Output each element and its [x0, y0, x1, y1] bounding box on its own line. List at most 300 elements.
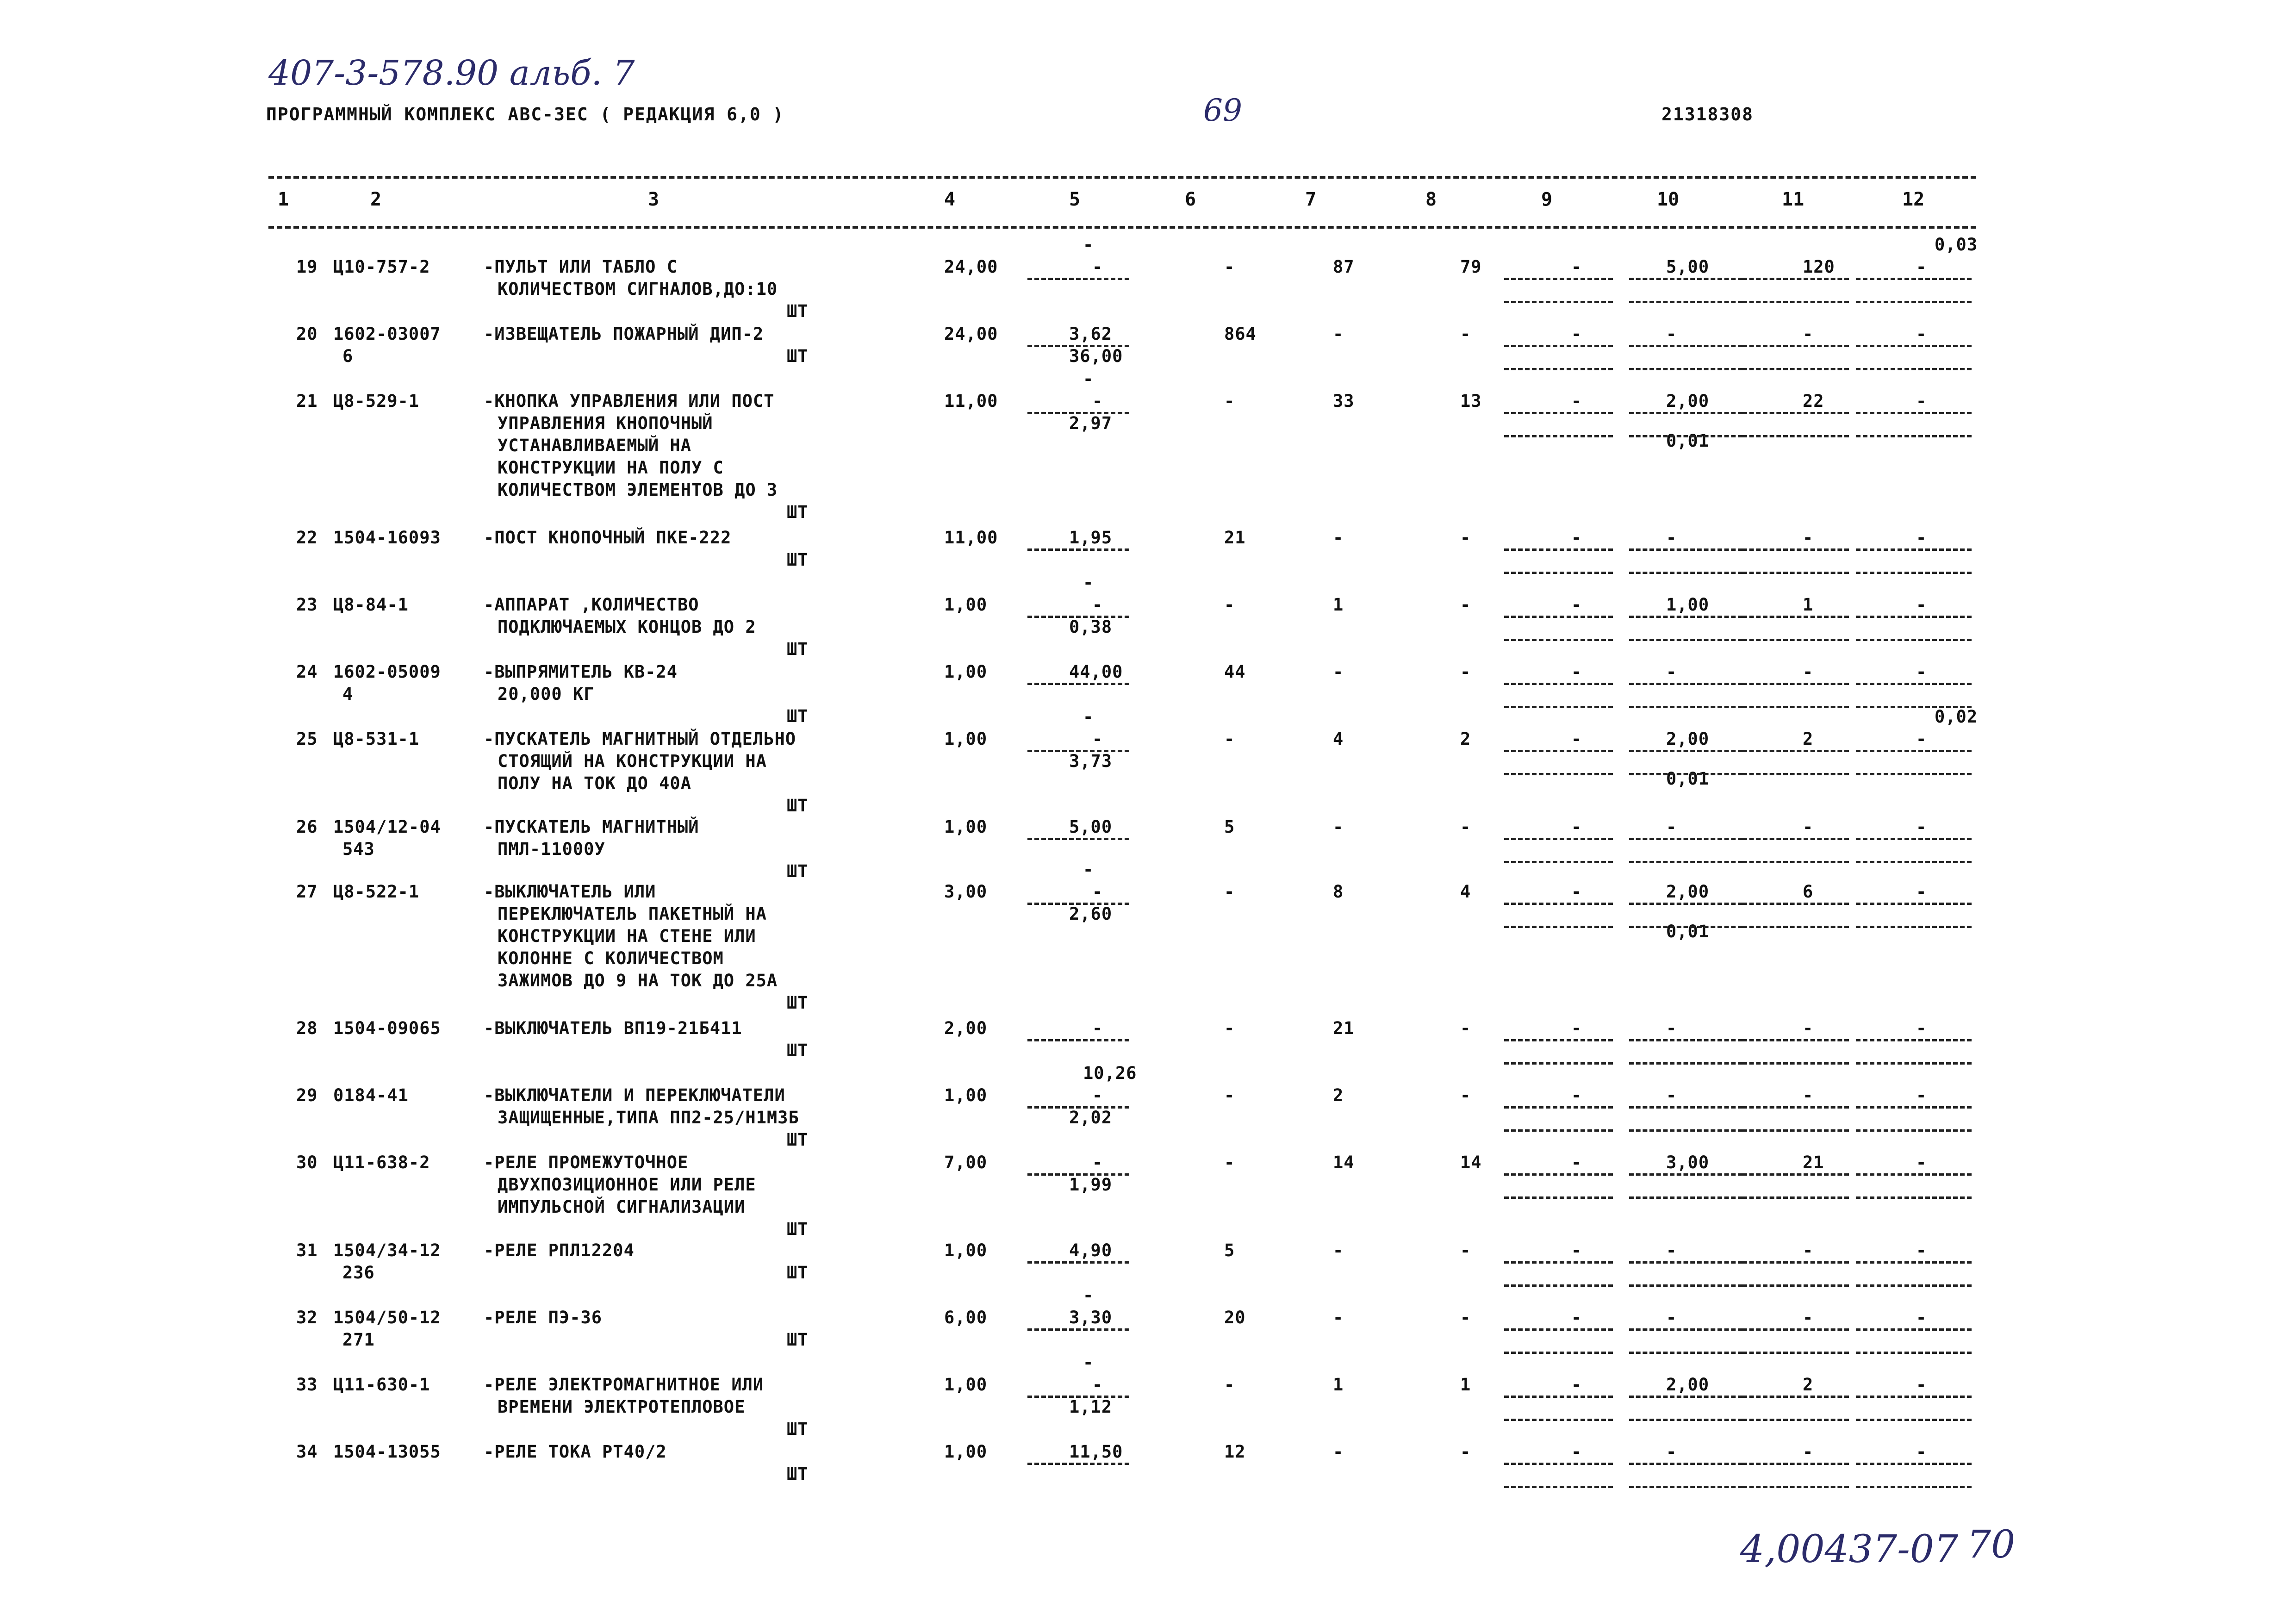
cell-divider — [1504, 345, 1613, 347]
cell-divider — [1504, 926, 1613, 928]
total-cost-cell: 5 — [1224, 817, 1235, 837]
row-number: 34 — [296, 1442, 318, 1462]
column-header: 5 — [1069, 189, 1081, 210]
cell-divider — [1742, 1486, 1849, 1488]
col12-top-cell: 0,03 — [1935, 235, 1978, 255]
work-description: -РЕЛЕ ПЭ-36 — [484, 1308, 603, 1327]
col10-cell: - — [1666, 1085, 1677, 1105]
unit-label: ШТ — [787, 1041, 809, 1060]
work-description: ПОЛУ НА ТОК ДО 40А — [498, 773, 691, 793]
work-description: КОНСТРУКЦИИ НА СТЕНЕ ИЛИ — [498, 926, 756, 946]
unit-cost-secondary-cell: 3,73 — [1069, 751, 1113, 771]
labour-cell: - — [1333, 1308, 1344, 1327]
cell-divider — [1856, 1486, 1972, 1488]
machine-cell: 13 — [1460, 391, 1482, 411]
work-description: ДВУХПОЗИЦИОННОЕ ИЛИ РЕЛЕ — [498, 1175, 756, 1195]
cell-divider — [1504, 683, 1613, 685]
cell-divider — [1629, 301, 1742, 303]
cell-divider — [1504, 903, 1613, 905]
labour-cell: - — [1333, 1442, 1344, 1462]
cell-divider — [1629, 1463, 1742, 1465]
cell-divider — [1504, 278, 1613, 280]
labour-cell: 2 — [1333, 1085, 1344, 1105]
cell-divider — [1742, 838, 1849, 840]
work-description: ПОДКЛЮЧАЕМЫХ КОНЦОВ ДО 2 — [498, 617, 756, 637]
col12-cell: - — [1916, 324, 1927, 344]
col10-cell: 2,00 — [1666, 882, 1710, 902]
col11-cell: 6 — [1803, 882, 1814, 902]
total-cost-cell: - — [1224, 1018, 1235, 1038]
unit-cost-secondary-cell: 1,99 — [1069, 1175, 1113, 1195]
col9-cell: - — [1571, 1085, 1582, 1105]
cell-divider — [1856, 861, 1972, 863]
unit-cost-cell: 3,62 — [1069, 324, 1113, 344]
col10-cell: - — [1666, 1308, 1677, 1327]
col11-cell: - — [1803, 662, 1814, 682]
work-description: СТОЯЩИЙ НА КОНСТРУКЦИИ НА — [498, 751, 767, 771]
quantity-cell: 1,00 — [944, 729, 988, 749]
cell-divider — [1742, 345, 1849, 347]
unit-label: ШТ — [787, 1330, 809, 1350]
cell-divider — [1629, 278, 1742, 280]
rate-code: Ц8-84-1 — [333, 595, 409, 615]
cell-divider — [1504, 1396, 1613, 1398]
cell-divider — [1504, 1129, 1613, 1132]
labour-cell: 1 — [1333, 1375, 1344, 1395]
rate-code: Ц8-522-1 — [333, 882, 420, 902]
col11-cell: - — [1803, 1085, 1814, 1105]
col12-cell: - — [1916, 817, 1927, 837]
unit-cost-cell: - — [1092, 1018, 1103, 1038]
column-header: 12 — [1902, 189, 1925, 210]
cell-divider — [1742, 903, 1849, 905]
rate-code: Ц11-638-2 — [333, 1153, 430, 1172]
col12-cell: - — [1916, 528, 1927, 548]
col9-cell: - — [1571, 595, 1582, 615]
col11-cell: - — [1803, 528, 1814, 548]
cell-divider — [1504, 1284, 1613, 1287]
cell-divider — [1629, 1486, 1742, 1488]
cell-divider — [1856, 838, 1972, 840]
labour-cell: - — [1333, 324, 1344, 344]
page-number: 69 — [1203, 93, 1242, 128]
work-description: КОНСТРУКЦИИ НА ПОЛУ С — [498, 458, 724, 478]
rate-code-suffix: 271 — [342, 1330, 375, 1350]
col11-cell: - — [1803, 817, 1814, 837]
rate-code: 1504-09065 — [333, 1018, 441, 1038]
col10-cell: 2,00 — [1666, 391, 1710, 411]
column-header: 8 — [1425, 189, 1437, 210]
cell-divider — [1742, 301, 1849, 303]
column-header: 11 — [1782, 189, 1804, 210]
cell-divider — [1742, 773, 1849, 775]
col11-cell: - — [1803, 1018, 1814, 1038]
unit-cost-secondary-cell: 2,97 — [1069, 413, 1113, 433]
cell-divider — [1027, 1261, 1129, 1264]
machine-cell: - — [1460, 324, 1471, 344]
cell-divider — [1027, 548, 1129, 551]
col11-cell: 21 — [1803, 1153, 1824, 1172]
cell-divider — [1856, 1039, 1972, 1041]
col9-cell: - — [1571, 1308, 1582, 1327]
col9-cell: - — [1571, 662, 1582, 682]
cell-divider — [1856, 1173, 1972, 1176]
quantity-cell: 24,00 — [944, 257, 998, 277]
cell-divider — [1629, 1106, 1742, 1109]
cell-divider — [1504, 639, 1613, 641]
cost-top-cell: - — [1083, 369, 1094, 389]
work-description: ВРЕМЕНИ ЭЛЕКТРОТЕПЛОВОЕ — [498, 1397, 746, 1417]
unit-cost-cell: - — [1092, 257, 1103, 277]
unit-cost-cell: - — [1092, 391, 1103, 411]
cell-divider — [1629, 1419, 1742, 1421]
cell-divider — [1856, 1419, 1972, 1421]
rate-code-suffix: 543 — [342, 839, 375, 859]
cell-divider — [1742, 412, 1849, 414]
work-description: -ПОСТ КНОПОЧНЫЙ ПКЕ-222 — [484, 528, 732, 548]
row-number: 27 — [296, 882, 318, 902]
quantity-cell: 1,00 — [944, 595, 988, 615]
col10-cell: - — [1666, 324, 1677, 344]
cost-top-cell: - — [1083, 707, 1094, 727]
unit-label: ШТ — [787, 796, 809, 816]
unit-label: ШТ — [787, 550, 809, 570]
work-description: -ИЗВЕЩАТЕЛЬ ПОЖАРНЫЙ ДИП-2 — [484, 324, 764, 344]
rate-code: 1504/34-12 — [333, 1240, 441, 1260]
cell-divider — [1856, 1463, 1972, 1465]
cell-divider — [1504, 1062, 1613, 1065]
col9-cell: - — [1571, 1442, 1582, 1462]
machine-cell: - — [1460, 662, 1471, 682]
unit-cost-cell: - — [1092, 1375, 1103, 1395]
cell-divider — [1742, 750, 1849, 752]
work-description: КОЛИЧЕСТВОМ ЭЛЕМЕНТОВ ДО 3 — [498, 480, 778, 500]
cell-divider — [1742, 639, 1849, 641]
col10-cell: - — [1666, 662, 1677, 682]
col9-cell: - — [1571, 324, 1582, 344]
quantity-cell: 2,00 — [944, 1018, 988, 1038]
quantity-cell: 1,00 — [944, 1442, 988, 1462]
machine-cell: - — [1460, 528, 1471, 548]
cell-divider — [1504, 1463, 1613, 1465]
total-cost-cell: 44 — [1224, 662, 1246, 682]
quantity-cell: 3,00 — [944, 882, 988, 902]
cell-divider — [1504, 1486, 1613, 1488]
unit-cost-secondary-cell: 2,60 — [1069, 904, 1113, 924]
labour-cell: - — [1333, 528, 1344, 548]
table-top-rule — [268, 176, 1976, 179]
cell-divider — [1629, 616, 1742, 618]
cell-divider — [1856, 435, 1972, 437]
cell-divider — [1027, 683, 1129, 685]
cell-divider — [1742, 1062, 1849, 1065]
work-description: ЗАЖИМОВ ДО 9 НА ТОК ДО 25А — [498, 971, 778, 991]
row-number: 23 — [296, 595, 318, 615]
col12-cell: - — [1916, 1240, 1927, 1260]
column-header: 1 — [278, 189, 289, 210]
rate-code: 1504/12-04 — [333, 817, 441, 837]
row-number: 32 — [296, 1308, 318, 1327]
col9-cell: - — [1571, 1018, 1582, 1038]
total-cost-cell: - — [1224, 595, 1235, 615]
cell-divider — [1856, 616, 1972, 618]
col10-cell: 2,00 — [1666, 729, 1710, 749]
unit-label: ШТ — [787, 1219, 809, 1239]
col9-cell: - — [1571, 391, 1582, 411]
cell-divider — [1504, 1419, 1613, 1421]
rate-code: Ц8-529-1 — [333, 391, 420, 411]
col10-secondary-cell: 0,01 — [1666, 769, 1710, 789]
cell-divider — [1629, 572, 1742, 574]
cell-divider — [1742, 1173, 1849, 1176]
quantity-cell: 1,00 — [944, 662, 988, 682]
cell-divider — [1742, 1284, 1849, 1287]
col11-cell: - — [1803, 324, 1814, 344]
unit-cost-cell: - — [1092, 882, 1103, 902]
row-number: 20 — [296, 324, 318, 344]
handwritten-page-number: 70 — [1967, 1523, 2016, 1567]
rate-code-suffix: 236 — [342, 1263, 375, 1283]
cell-divider — [1504, 1352, 1613, 1354]
cell-divider — [1742, 1396, 1849, 1398]
work-description: -ПУСКАТЕЛЬ МАГНИТНЫЙ — [484, 817, 699, 837]
col9-cell: - — [1571, 882, 1582, 902]
unit-label: ШТ — [787, 639, 809, 659]
column-header: 10 — [1657, 189, 1680, 210]
work-description: УСТАНАВЛИВАЕМЫЙ НА — [498, 436, 691, 455]
column-header: 7 — [1305, 189, 1317, 210]
unit-label: ШТ — [787, 301, 809, 321]
total-cost-cell: 12 — [1224, 1442, 1246, 1462]
cell-divider — [1742, 278, 1849, 280]
cell-divider — [1742, 572, 1849, 574]
work-description: -РЕЛЕ РПЛ12204 — [484, 1240, 635, 1260]
col11-cell: 2 — [1803, 1375, 1814, 1395]
cell-divider — [1504, 1106, 1613, 1109]
rate-code-suffix: 6 — [342, 346, 354, 366]
cell-divider — [1504, 706, 1613, 708]
work-description: ЗАЩИЩЕННЫЕ,ТИПА ПП2-25/Н1М3Б — [498, 1108, 799, 1128]
row-number: 28 — [296, 1018, 318, 1038]
col12-cell: - — [1916, 1375, 1927, 1395]
work-description: -КНОПКА УПРАВЛЕНИЯ ИЛИ ПОСТ — [484, 391, 775, 411]
quantity-cell: 1,00 — [944, 1085, 988, 1105]
cost-top-cell: - — [1083, 235, 1094, 255]
cost-top-cell: 10,26 — [1083, 1063, 1137, 1083]
cell-divider — [1629, 1039, 1742, 1041]
cell-divider — [1856, 639, 1972, 641]
work-description: -РЕЛЕ ПРОМЕЖУТОЧНОЕ — [484, 1153, 689, 1172]
cell-divider — [1504, 1039, 1613, 1041]
machine-cell: 79 — [1460, 257, 1482, 277]
cost-top-cell: - — [1083, 860, 1094, 879]
cell-divider — [1742, 1328, 1849, 1331]
work-description: ПЕРЕКЛЮЧАТЕЛЬ ПАКЕТНЫЙ НА — [498, 904, 767, 924]
quantity-cell: 1,00 — [944, 1240, 988, 1260]
cell-divider — [1742, 1261, 1849, 1264]
labour-cell: 21 — [1333, 1018, 1355, 1038]
cell-divider — [1629, 345, 1742, 347]
labour-cell: 87 — [1333, 257, 1355, 277]
labour-cell: 4 — [1333, 729, 1344, 749]
unit-label: ШТ — [787, 1263, 809, 1283]
cell-divider — [1856, 1196, 1972, 1199]
col11-cell: 22 — [1803, 391, 1824, 411]
rate-code: Ц10-757-2 — [333, 257, 430, 277]
cost-top-cell: - — [1083, 1285, 1094, 1305]
total-cost-cell: - — [1224, 729, 1235, 749]
col10-cell: 5,00 — [1666, 257, 1710, 277]
cell-divider — [1856, 683, 1972, 685]
cell-divider — [1027, 1328, 1129, 1331]
col12-cell: - — [1916, 662, 1927, 682]
cell-divider — [1629, 750, 1742, 752]
cell-divider — [1856, 548, 1972, 551]
column-header: 6 — [1185, 189, 1196, 210]
cell-divider — [1629, 926, 1742, 928]
cell-divider — [1742, 1106, 1849, 1109]
col12-cell: - — [1916, 1018, 1927, 1038]
machine-cell: - — [1460, 1308, 1471, 1327]
quantity-cell: 7,00 — [944, 1153, 988, 1172]
unit-label: ШТ — [787, 706, 809, 726]
col9-cell: - — [1571, 528, 1582, 548]
col12-cell: - — [1916, 1442, 1927, 1462]
cell-divider — [1504, 368, 1613, 370]
cell-divider — [1742, 1352, 1849, 1354]
cell-divider — [1504, 750, 1613, 752]
total-cost-cell: - — [1224, 257, 1235, 277]
col11-cell: 1 — [1803, 595, 1814, 615]
unit-cost-cell: 3,30 — [1069, 1308, 1113, 1327]
cell-divider — [1856, 345, 1972, 347]
cell-divider — [1742, 1419, 1849, 1421]
rate-code: Ц11-630-1 — [333, 1375, 430, 1395]
cell-divider — [1742, 683, 1849, 685]
handwritten-album-code: 407-3-578.90 альб. 7 — [268, 53, 635, 93]
work-description: -АППАРАТ ,КОЛИЧЕСТВО — [484, 595, 699, 615]
cell-divider — [1504, 1261, 1613, 1264]
total-cost-cell: - — [1224, 882, 1235, 902]
cell-divider — [1629, 903, 1742, 905]
unit-cost-cell: - — [1092, 595, 1103, 615]
labour-cell: 8 — [1333, 882, 1344, 902]
col9-cell: - — [1571, 1240, 1582, 1260]
labour-cell: 33 — [1333, 391, 1355, 411]
work-description: -ВЫКЛЮЧАТЕЛИ И ПЕРЕКЛЮЧАТЕЛИ — [484, 1085, 785, 1105]
machine-cell: - — [1460, 1018, 1471, 1038]
cell-divider — [1504, 412, 1613, 414]
cell-divider — [1856, 301, 1972, 303]
machine-cell: - — [1460, 1085, 1471, 1105]
cell-divider — [1742, 435, 1849, 437]
unit-cost-cell: 1,95 — [1069, 528, 1113, 548]
unit-cost-cell: 11,50 — [1069, 1442, 1123, 1462]
cell-divider — [1856, 1129, 1972, 1132]
cell-divider — [1742, 926, 1849, 928]
cell-divider — [1856, 368, 1972, 370]
cell-divider — [1742, 1463, 1849, 1465]
cell-divider — [1856, 278, 1972, 280]
cell-divider — [1856, 1106, 1972, 1109]
col11-cell: - — [1803, 1240, 1814, 1260]
cell-divider — [1629, 1328, 1742, 1331]
cell-divider — [1742, 1039, 1849, 1041]
cell-divider — [1856, 1328, 1972, 1331]
labour-cell: - — [1333, 662, 1344, 682]
row-number: 25 — [296, 729, 318, 749]
col11-cell: 2 — [1803, 729, 1814, 749]
unit-cost-secondary-cell: 0,38 — [1069, 617, 1113, 637]
cell-divider — [1856, 773, 1972, 775]
cell-divider — [1504, 1196, 1613, 1199]
col12-cell: - — [1916, 391, 1927, 411]
cell-divider — [1504, 616, 1613, 618]
col10-secondary-cell: 0,01 — [1666, 922, 1710, 941]
machine-cell: - — [1460, 817, 1471, 837]
machine-cell: 14 — [1460, 1153, 1482, 1172]
work-description: -ВЫПРЯМИТЕЛЬ КВ-24 — [484, 662, 678, 682]
cell-divider — [1629, 1284, 1742, 1287]
col12-cell: - — [1916, 1085, 1927, 1105]
cell-divider — [1742, 706, 1849, 708]
col10-cell: 1,00 — [1666, 595, 1710, 615]
unit-label: ШТ — [787, 1130, 809, 1150]
cell-divider — [1504, 301, 1613, 303]
work-description: ПМЛ-11000У — [498, 839, 605, 859]
cell-divider — [1856, 903, 1972, 905]
cell-divider — [1629, 1129, 1742, 1132]
col10-cell: - — [1666, 1240, 1677, 1260]
machine-cell: - — [1460, 1442, 1471, 1462]
col11-cell: - — [1803, 1308, 1814, 1327]
column-header: 2 — [370, 189, 382, 210]
cell-divider — [1027, 1463, 1129, 1465]
total-cost-cell: 864 — [1224, 324, 1257, 344]
row-number: 24 — [296, 662, 318, 682]
col9-cell: - — [1571, 1153, 1582, 1172]
unit-cost-secondary-cell: 2,02 — [1069, 1108, 1113, 1128]
unit-label: ШТ — [787, 861, 809, 881]
col9-cell: - — [1571, 257, 1582, 277]
column-header: 4 — [944, 189, 956, 210]
row-number: 22 — [296, 528, 318, 548]
col12-top-cell: 0,02 — [1935, 707, 1978, 727]
col10-cell: - — [1666, 817, 1677, 837]
row-number: 19 — [296, 257, 318, 277]
cell-divider — [1504, 1328, 1613, 1331]
col10-cell: - — [1666, 528, 1677, 548]
program-header: ПРОГРАММНЫЙ КОМПЛЕКС АВС-3ЕС ( РЕДАКЦИЯ 6,0 ) — [266, 104, 784, 125]
col10-cell: - — [1666, 1442, 1677, 1462]
cell-divider — [1629, 773, 1742, 775]
cell-divider — [1629, 1173, 1742, 1176]
cell-divider — [1856, 412, 1972, 414]
row-number: 29 — [296, 1085, 318, 1105]
total-cost-cell: 20 — [1224, 1308, 1246, 1327]
row-number: 30 — [296, 1153, 318, 1172]
cell-divider — [1629, 412, 1742, 414]
unit-label: ШТ — [787, 993, 809, 1013]
work-description: ИМПУЛЬСНОЙ СИГНАЛИЗАЦИИ — [498, 1197, 746, 1217]
work-description: -РЕЛЕ ТОКА РТ40/2 — [484, 1442, 667, 1462]
rate-code: 1504-16093 — [333, 528, 441, 548]
cell-divider — [1856, 1261, 1972, 1264]
col12-cell: - — [1916, 882, 1927, 902]
col9-cell: - — [1571, 729, 1582, 749]
cell-divider — [1742, 616, 1849, 618]
work-description: УПРАВЛЕНИЯ КНОПОЧНЫЙ — [498, 413, 713, 433]
